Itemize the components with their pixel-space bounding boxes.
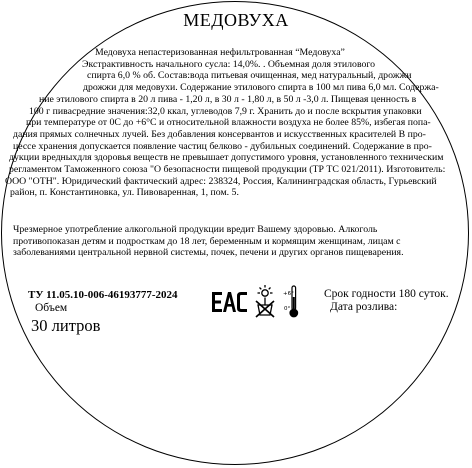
product-description (0, 47, 472, 199)
volume-value: 30 литров (31, 316, 101, 335)
tu-code: ТУ 11.05.10-006-46193777-2024 (28, 289, 178, 301)
certification-icons (210, 283, 310, 321)
description-line: дания прямых солнечных лучей. Без добавления консервантов и искусственных красителей В про- (13, 128, 426, 140)
description-line: спирта 6,0 % об. Состав:вода питьевая очищенная, мед натуральный, дрожжи (87, 70, 412, 82)
description-line: 100 г пивасредние значения:32,0 ккал, углеводов 7,9 г. Хранить до и после вскрытия упаковки (29, 105, 422, 117)
eac-mark-icon (212, 292, 247, 312)
warning-line: заболеваниями центральной нервной системы, почек, печени и других органов пищеварения. (13, 247, 404, 259)
svg-text:0°: 0° (284, 306, 291, 312)
description-line: Медовуха непастеризованная нефильтрованная “Медовуха” (95, 47, 345, 58)
description-line: Экстрактивность начального сусла: 14,0%. . Объемная доля этилового (82, 58, 376, 70)
description-line: ние этилового спирта в 20 л пива - 1,20 л, в 30 л - 1,80 л, в 50 л -3,0 л. Пищевая ценность в (39, 93, 417, 105)
description-line: дрожжи для медовухи. Содержание этилового спирта в 100 мл пива 6,0 мл. Содержа- (83, 82, 439, 94)
description-line: дукции вредныхдля здоровья веществ не превышает допустимого уровня, установленного техническим (9, 152, 444, 164)
health-warning (13, 224, 463, 259)
shelf-life: Срок годности 180 суток. (324, 288, 449, 300)
volume-label: Объем (35, 302, 68, 314)
description-line: регламентом Таможенного союза "О безопасности пищевой продукции (ТР ТС 021/2011). Изготовитель: (9, 164, 446, 176)
product-title: МЕДОВУХА (183, 10, 289, 30)
description-line: цессе хранения допускается появление частиц белково - дубильных соединений. Содержание в про- (13, 140, 432, 152)
warning-line: Чрезмерное употребление алкогольной продукции вредит Вашему здоровью. Алкоголь (13, 224, 378, 235)
warning-line: противопоказан детям и подросткам до 18 лет, беременным и кормящим женщинам, лицам с (13, 235, 401, 247)
bottling-date: Дата розлива: (330, 301, 398, 313)
keep-dry-sun-icon (256, 285, 274, 317)
description-line: ООО "ОТН". Юридический фактический адрес: 238324, Россия, Калининградская область, Гурьевский (5, 175, 437, 187)
temperature-icon (283, 286, 298, 317)
icons-svg (210, 283, 310, 321)
description-line: район, п. Константиновка, ул. Пивоваренная, 1, пом. 5. (10, 187, 239, 199)
description-line: при температуре от 0С до +6°С и относительной влажности воздуха не более 85%, избегая попа- (26, 117, 431, 129)
svg-text:+6°: +6° (283, 291, 294, 297)
